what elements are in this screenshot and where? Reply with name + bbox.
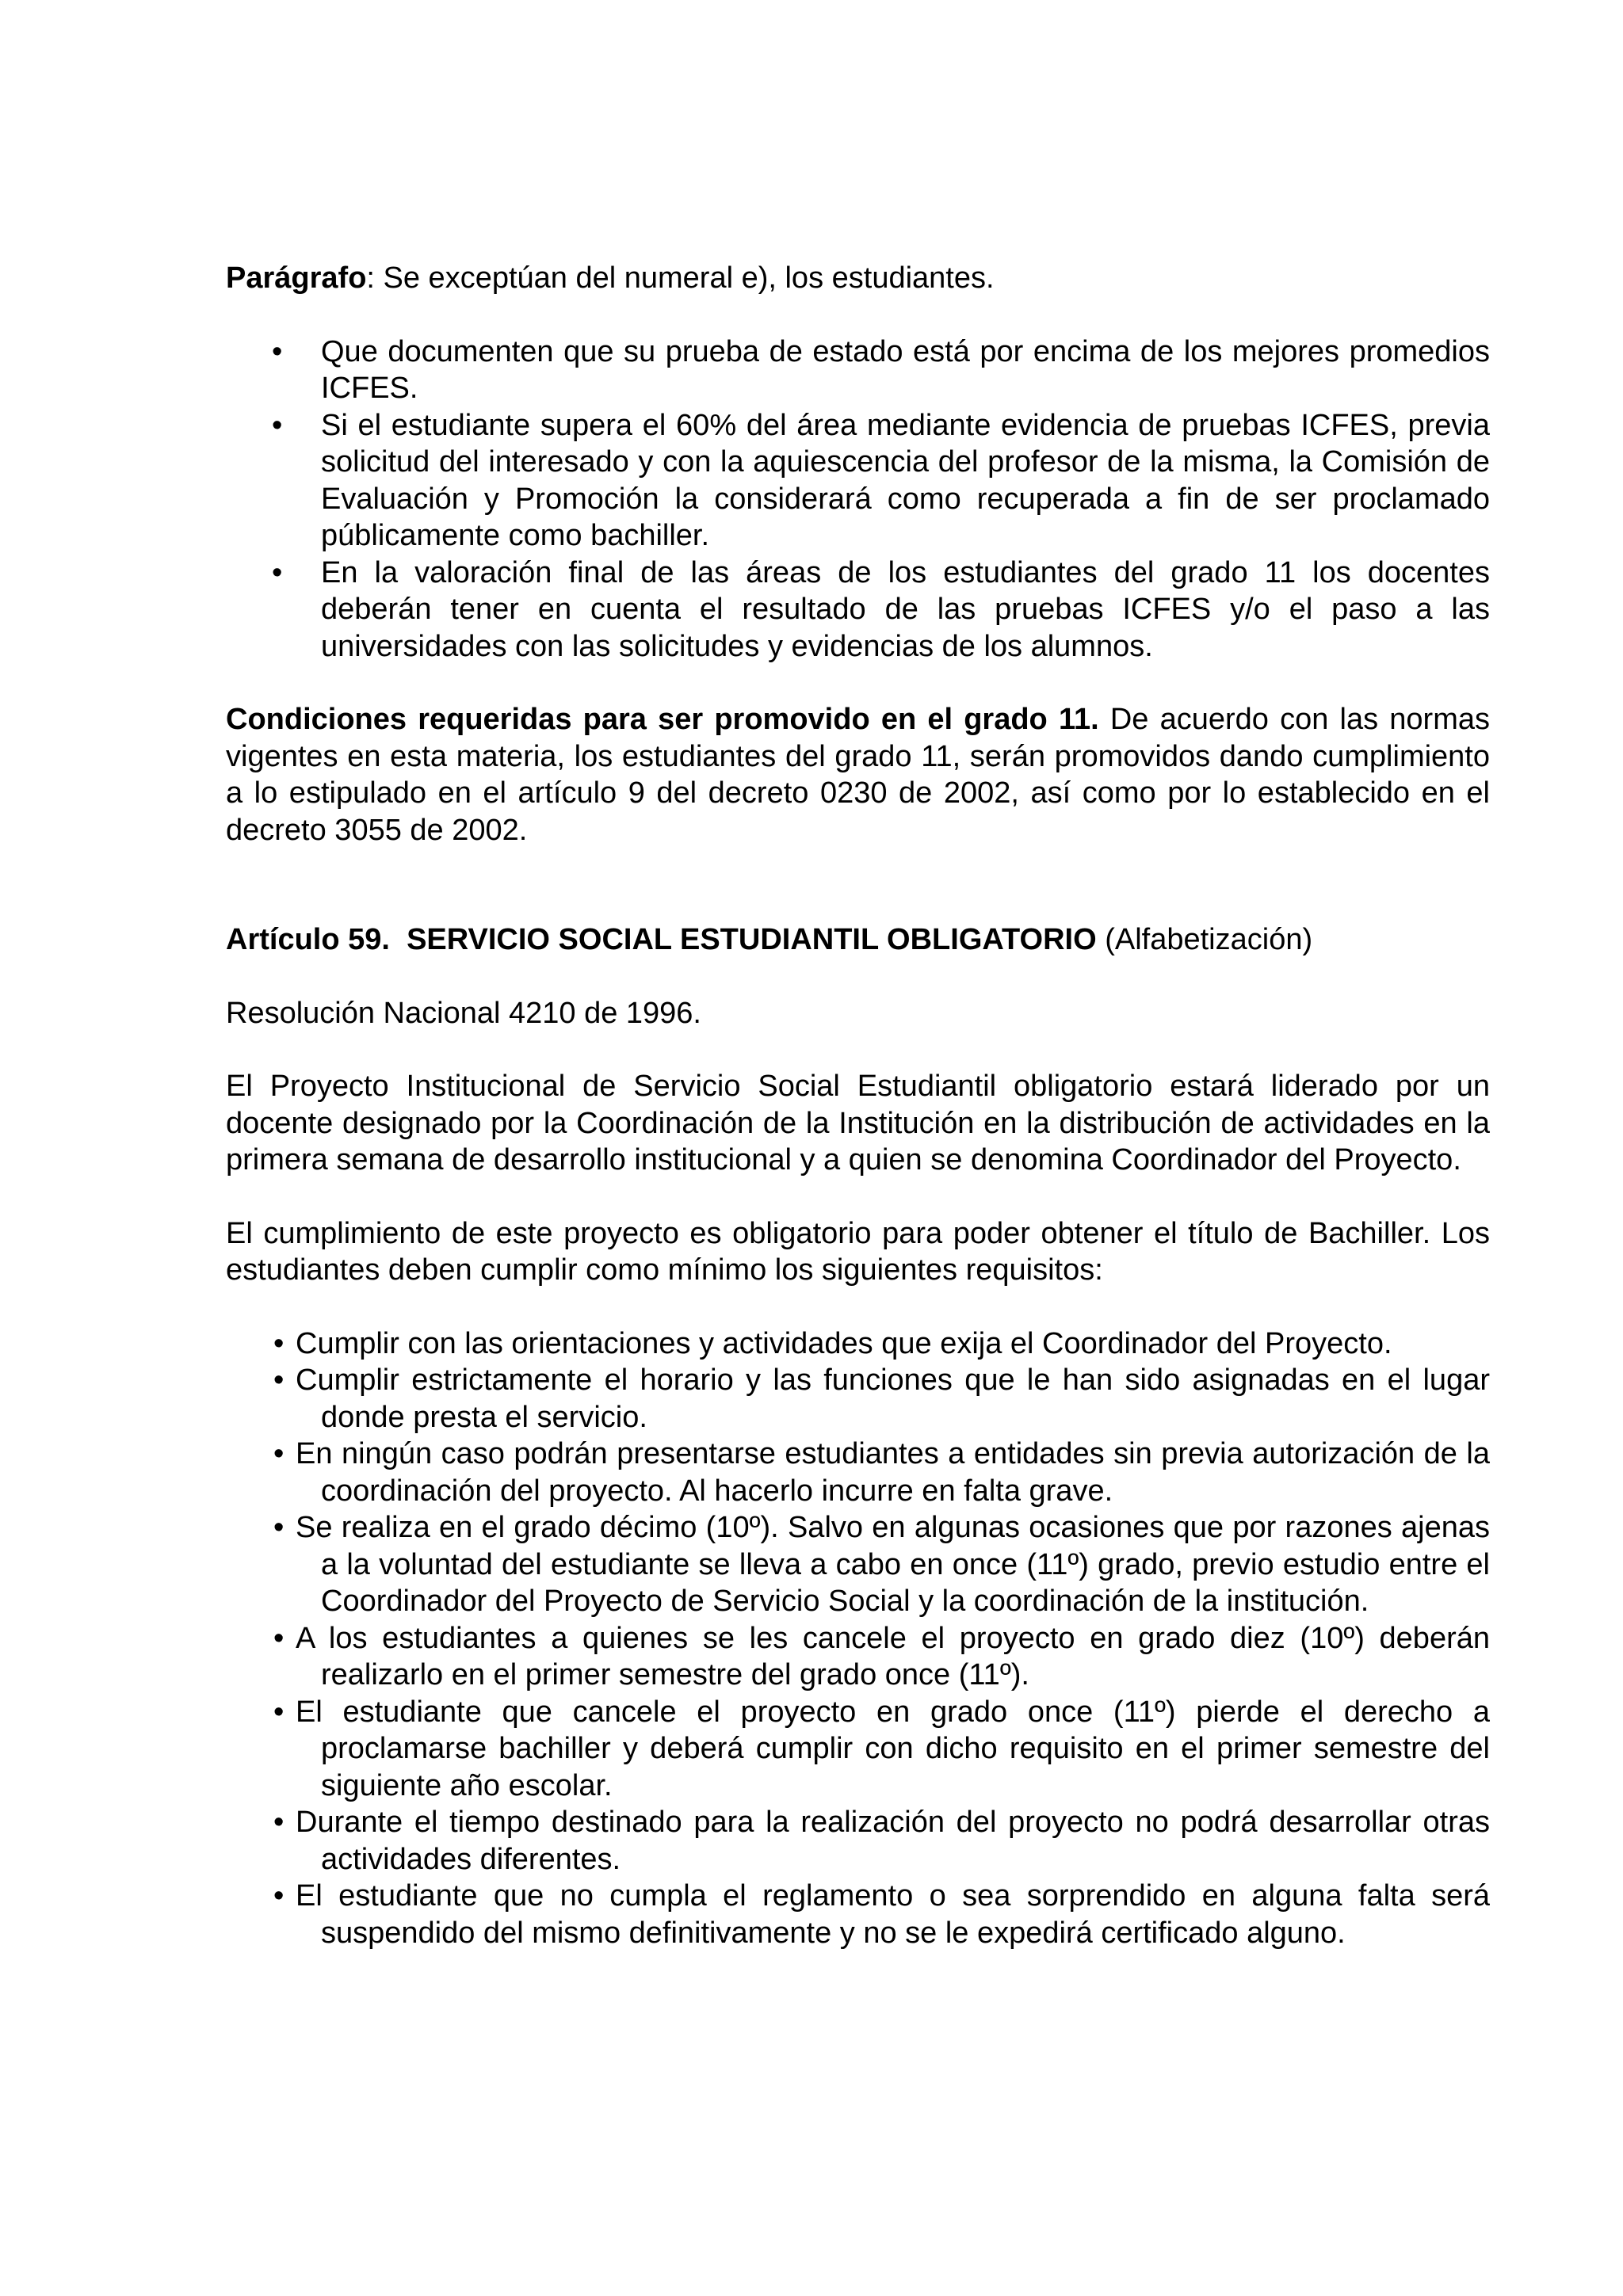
bullet-icon: • bbox=[273, 1326, 285, 1360]
list-item: • Si el estudiante supera el 60% del área mediante evidencia de pruebas ICFES, previa solicitud del interesado y con la aquiescencia del profesor de la misma, la Comisión de Evaluación y Promoción la considerará como recuperada a fin de ser proclamado públicamente como bachiller. bbox=[272, 408, 1490, 552]
list-item: • Que documenten que su prueba de estado está por encima de los mejores promedios ICFES. bbox=[272, 334, 1490, 405]
articulo-subtitle: (Alfabetización) bbox=[1096, 923, 1313, 956]
document-page bbox=[226, 260, 1490, 1951]
proyecto-paragraph: El Proyecto Institucional de Servicio Social Estudiantil obligatorio estará liderado por un docente designado por la Coordinación de la Institución en la distribución de actividades en la primera semana de desarrollo institucional y a quien se denomina Coordinador del Proyecto. bbox=[226, 1070, 1490, 1177]
condiciones-paragraph bbox=[226, 701, 1490, 849]
requisitos-list bbox=[226, 1325, 1490, 1952]
list-item: • Cumplir estrictamente el horario y las funciones que le han sido asignadas en el lugar donde presta el servicio. bbox=[273, 1363, 1490, 1434]
list-item: • Cumplir con las orientaciones y actividades que exija el Coordinador del Proyecto. bbox=[226, 1325, 1490, 1363]
articulo-title: SERVICIO SOCIAL ESTUDIANTIL OBLIGATORIO bbox=[407, 923, 1097, 956]
bullet-icon: • bbox=[272, 334, 283, 368]
bullet-icon: • bbox=[272, 555, 283, 589]
bullet-icon: • bbox=[272, 408, 283, 442]
cumplimiento-paragraph: El cumplimiento de este proyecto es obligatorio para poder obtener el título de Bachiller. Los estudiantes deben cumplir como mínimo los siguientes requisitos: bbox=[226, 1216, 1490, 1287]
paragrafo-label: Parágrafo bbox=[226, 261, 367, 295]
bullet-icon: • bbox=[273, 1879, 285, 1913]
list-item: • Se realiza en el grado décimo (10º). Salvo en algunas ocasiones que por razones ajenas a la voluntad del estudiante se lleva a cabo en once (11º) grado, previo estudio entre el Coordinador del Proyecto de Servicio Social y la coordinación de la institución. bbox=[273, 1511, 1490, 1618]
list-item: • A los estudiantes a quienes se les cancele el proyecto en grado diez (10º) deberán realizarlo en el primer semestre del grado once (11º). bbox=[273, 1621, 1490, 1691]
bullet-icon: • bbox=[273, 1695, 285, 1729]
bullet-icon: • bbox=[273, 1806, 285, 1839]
paragrafo-heading bbox=[226, 260, 1490, 297]
list-item: • En la valoración final de las áreas de los estudiantes del grado 11 los docentes deberán tener en cuenta el resultado de las pruebas ICFES y/o el paso a las universidades con las solicitudes y evidencias de los alumnos. bbox=[272, 555, 1490, 663]
list-item: • Durante el tiempo destinado para la realización del proyecto no podrá desarrollar otras actividades diferentes. bbox=[273, 1806, 1490, 1876]
paragrafo-text: : Se exceptúan del numeral e), los estudiantes. bbox=[366, 261, 995, 295]
resolucion-line: Resolución Nacional 4210 de 1996. bbox=[226, 996, 701, 1030]
bullet-icon: • bbox=[273, 1511, 285, 1544]
condiciones-title: Condiciones requeridas para ser promovido en el grado 11. bbox=[226, 703, 1099, 736]
list-item: • El estudiante que cancele el proyecto en grado once (11º) pierde el derecho a proclamarse bachiller y deberá cumplir con dicho requisito en el primer semestre del siguiente año escolar. bbox=[273, 1695, 1490, 1802]
list-item: • En ningún caso podrán presentarse estudiantes a entidades sin previa autorización de la coordinación del proyecto. Al hacerlo incurre en falta grave. bbox=[273, 1437, 1490, 1508]
bullet-icon: • bbox=[273, 1363, 285, 1397]
condiciones-text: De acuerdo con las normas vigentes en esta materia, los estudiantes del grado 11, serán promovidos dando cumplimiento a lo estipulado en el artículo 9 del decreto 0230 de 2002, así como por lo establecido en el decreto 3055 de 2002. bbox=[226, 703, 1490, 847]
articulo-heading bbox=[226, 921, 1490, 959]
bullet-icon: • bbox=[273, 1621, 285, 1655]
list-item: • El estudiante que no cumpla el reglamento o sea sorprendido en alguna falta será suspendido del mismo definitivamente y no se le expedirá certificado alguno. bbox=[273, 1879, 1490, 1950]
articulo-number: Artículo 59. bbox=[226, 923, 390, 956]
paragrafo-list bbox=[226, 334, 1490, 666]
bullet-icon: • bbox=[273, 1437, 285, 1470]
